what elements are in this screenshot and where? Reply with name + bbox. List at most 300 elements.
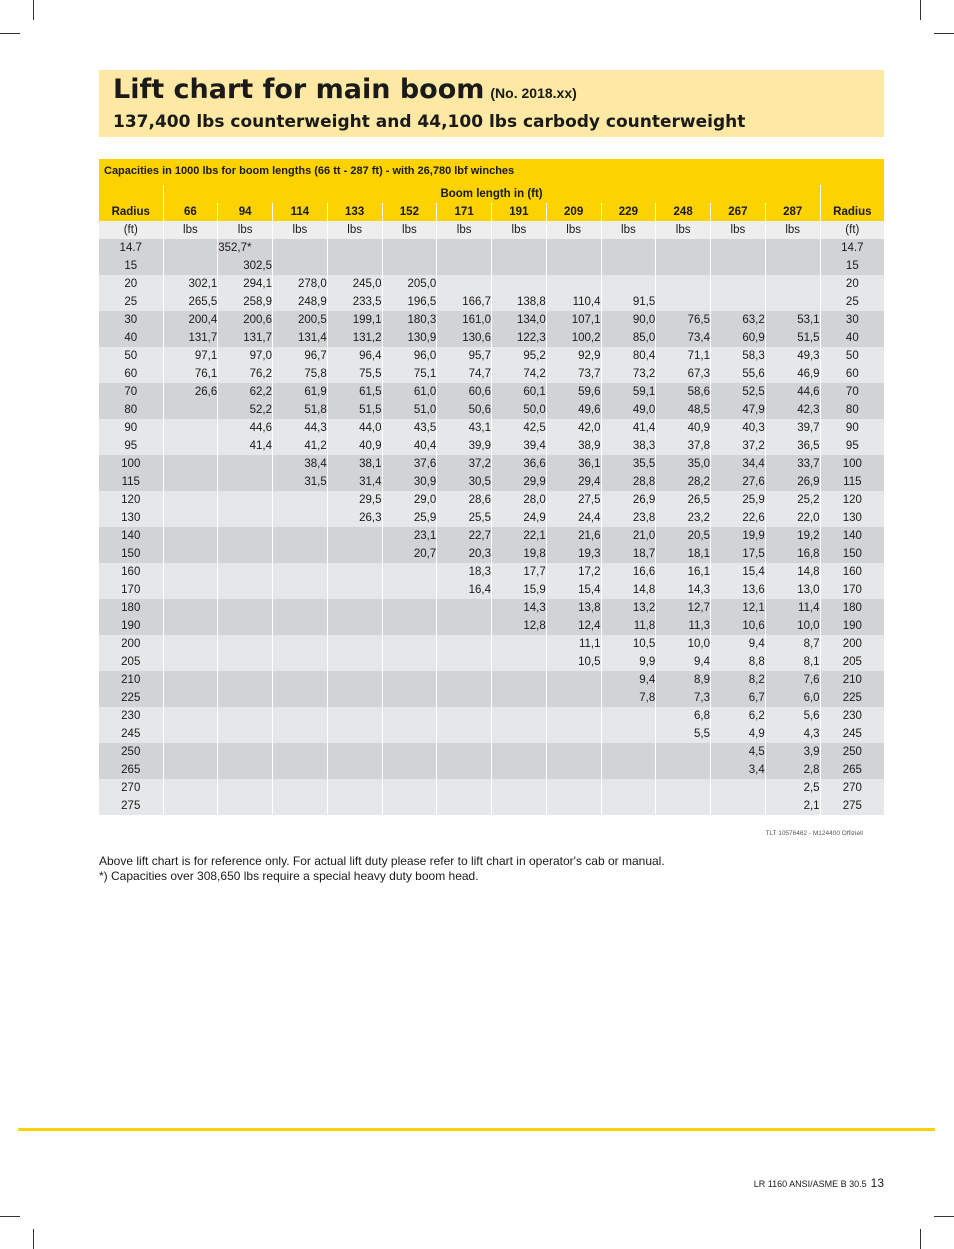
radius-cell: 90	[820, 419, 884, 437]
capacity-cell: 74,2	[492, 365, 547, 383]
capacity-cell: 60,1	[492, 383, 547, 401]
capacity-cell: 15,4	[546, 581, 601, 599]
capacity-cell	[218, 473, 273, 491]
value-unit: lbs	[382, 221, 437, 239]
capacity-cell: 37,2	[437, 455, 492, 473]
capacity-cell	[327, 797, 382, 815]
capacity-cell: 12,8	[492, 617, 547, 635]
capacity-cell	[273, 599, 328, 617]
capacity-cell	[546, 275, 601, 293]
capacity-cell: 31,5	[273, 473, 328, 491]
capacity-cell: 42,5	[492, 419, 547, 437]
capacity-cell: 134,0	[492, 311, 547, 329]
value-unit: lbs	[163, 221, 218, 239]
capacity-cell	[163, 707, 218, 725]
capacity-cell: 33,7	[765, 455, 820, 473]
radius-cell: 80	[99, 401, 163, 419]
capacity-cell	[163, 509, 218, 527]
capacity-cell: 75,5	[327, 365, 382, 383]
capacity-cell: 4,5	[711, 743, 766, 761]
capacity-cell: 8,9	[656, 671, 711, 689]
capacity-cell: 23,8	[601, 509, 656, 527]
table-row	[99, 239, 884, 257]
capacity-cell	[437, 725, 492, 743]
title-main-text: Lift chart for main boom	[113, 74, 485, 105]
capacity-cell: 62,2	[218, 383, 273, 401]
capacity-cell	[382, 239, 437, 257]
capacity-cell	[273, 509, 328, 527]
capacity-cell: 38,4	[273, 455, 328, 473]
capacity-cell	[765, 293, 820, 311]
capacity-cell	[163, 545, 218, 563]
capacity-cell: 352,7*	[218, 239, 273, 257]
capacity-cell	[163, 491, 218, 509]
capacity-cell: 38,9	[546, 437, 601, 455]
capacity-cell: 51,0	[382, 401, 437, 419]
capacity-cell: 17,5	[711, 545, 766, 563]
capacity-cell: 16,1	[656, 563, 711, 581]
capacity-cell	[382, 635, 437, 653]
capacity-cell: 53,1	[765, 311, 820, 329]
radius-cell: 60	[820, 365, 884, 383]
capacity-cell	[327, 563, 382, 581]
capacity-cell	[656, 239, 711, 257]
table-row	[99, 563, 884, 581]
capacity-cell: 40,3	[711, 419, 766, 437]
capacity-cell	[656, 275, 711, 293]
table-row	[99, 581, 884, 599]
table-row	[99, 725, 884, 743]
capacity-cell	[546, 707, 601, 725]
capacity-cell: 8,2	[711, 671, 766, 689]
capacity-header: Capacities in 1000 lbs for boom lengths (66 tt - 287 ft) - with 26,780 lbf winches	[99, 159, 884, 185]
radius-cell: 130	[820, 509, 884, 527]
capacity-cell	[656, 293, 711, 311]
capacity-cell	[218, 527, 273, 545]
value-unit: lbs	[546, 221, 601, 239]
capacity-cell: 6,2	[711, 707, 766, 725]
capacity-cell: 29,5	[327, 491, 382, 509]
table-row	[99, 707, 884, 725]
radius-cell: 270	[99, 779, 163, 797]
capacity-cell	[656, 743, 711, 761]
capacity-cell: 14,3	[492, 599, 547, 617]
capacity-cell: 2,8	[765, 761, 820, 779]
capacity-cell: 28,6	[437, 491, 492, 509]
capacity-cell: 73,7	[546, 365, 601, 383]
capacity-cell	[601, 761, 656, 779]
capacity-cell	[218, 779, 273, 797]
capacity-cell: 41,2	[273, 437, 328, 455]
capacity-cell	[218, 653, 273, 671]
table-row	[99, 617, 884, 635]
capacity-cell	[273, 761, 328, 779]
table-row	[99, 509, 884, 527]
capacity-cell: 248,9	[273, 293, 328, 311]
capacity-cell: 58,6	[656, 383, 711, 401]
radius-cell: 200	[99, 635, 163, 653]
capacity-cell	[163, 419, 218, 437]
capacity-cell: 31,4	[327, 473, 382, 491]
capacity-cell	[273, 725, 328, 743]
capacity-cell: 97,1	[163, 347, 218, 365]
capacity-cell	[163, 599, 218, 617]
capacity-cell: 49,6	[546, 401, 601, 419]
table-row	[99, 401, 884, 419]
capacity-cell: 30,9	[382, 473, 437, 491]
capacity-cell	[273, 653, 328, 671]
radius-cell: 20	[820, 275, 884, 293]
capacity-cell: 34,4	[711, 455, 766, 473]
radius-cell: 190	[820, 617, 884, 635]
capacity-cell: 180,3	[382, 311, 437, 329]
capacity-cell: 40,9	[327, 437, 382, 455]
crop-mark	[33, 1229, 34, 1249]
lift-chart-table	[99, 185, 884, 815]
capacity-cell	[382, 797, 437, 815]
capacity-cell: 95,2	[492, 347, 547, 365]
boom-length-header: 114	[273, 203, 328, 221]
capacity-cell: 2,5	[765, 779, 820, 797]
table-row	[99, 329, 884, 347]
capacity-cell	[546, 743, 601, 761]
title-box	[99, 70, 884, 137]
boom-length-header: 209	[546, 203, 601, 221]
capacity-cell: 17,2	[546, 563, 601, 581]
capacity-cell: 22,1	[492, 527, 547, 545]
capacity-cell: 100,2	[546, 329, 601, 347]
capacity-cell: 24,9	[492, 509, 547, 527]
capacity-cell: 95,7	[437, 347, 492, 365]
capacity-cell: 25,9	[711, 491, 766, 509]
capacity-cell: 14,8	[765, 563, 820, 581]
boom-length-header: 267	[711, 203, 766, 221]
capacity-cell: 51,5	[765, 329, 820, 347]
capacity-cell	[273, 491, 328, 509]
capacity-cell: 75,8	[273, 365, 328, 383]
table-row	[99, 275, 884, 293]
capacity-cell: 51,5	[327, 401, 382, 419]
radius-cell: 90	[99, 419, 163, 437]
capacity-cell: 10,5	[546, 653, 601, 671]
header-spacer	[99, 185, 163, 203]
capacity-cell	[218, 671, 273, 689]
radius-cell: 170	[820, 581, 884, 599]
capacity-cell: 3,4	[711, 761, 766, 779]
capacity-cell: 10,5	[601, 635, 656, 653]
capacity-cell: 18,7	[601, 545, 656, 563]
capacity-cell	[218, 635, 273, 653]
capacity-cell: 7,8	[601, 689, 656, 707]
value-unit: lbs	[327, 221, 382, 239]
radius-cell: 210	[99, 671, 163, 689]
radius-cell: 205	[99, 653, 163, 671]
capacity-cell: 110,4	[546, 293, 601, 311]
capacity-cell: 11,1	[546, 635, 601, 653]
capacity-cell	[218, 545, 273, 563]
capacity-cell	[492, 689, 547, 707]
value-unit: lbs	[601, 221, 656, 239]
capacity-cell: 161,0	[437, 311, 492, 329]
value-unit: lbs	[765, 221, 820, 239]
capacity-cell: 29,9	[492, 473, 547, 491]
capacity-cell: 50,6	[437, 401, 492, 419]
header-spacer	[820, 185, 884, 203]
capacity-cell	[437, 689, 492, 707]
capacity-cell	[382, 257, 437, 275]
crop-mark	[934, 1216, 954, 1217]
capacity-cell: 10,6	[711, 617, 766, 635]
capacity-cell: 35,5	[601, 455, 656, 473]
capacity-cell	[273, 527, 328, 545]
capacity-cell	[382, 707, 437, 725]
table-row	[99, 653, 884, 671]
capacity-cell: 44,6	[765, 383, 820, 401]
boom-length-header: 66	[163, 203, 218, 221]
capacity-cell: 23,2	[656, 509, 711, 527]
capacity-cell: 7,3	[656, 689, 711, 707]
capacity-cell	[218, 689, 273, 707]
capacity-cell: 44,0	[327, 419, 382, 437]
radius-cell: 15	[99, 257, 163, 275]
radius-cell: 225	[99, 689, 163, 707]
table-row	[99, 689, 884, 707]
capacity-cell: 233,5	[327, 293, 382, 311]
lift-chart-body	[99, 221, 884, 815]
value-unit: lbs	[218, 221, 273, 239]
radius-cell: 70	[820, 383, 884, 401]
capacity-cell	[546, 671, 601, 689]
capacity-cell	[327, 599, 382, 617]
capacity-cell	[327, 635, 382, 653]
capacity-cell	[601, 275, 656, 293]
capacity-cell	[492, 671, 547, 689]
capacity-cell	[163, 401, 218, 419]
capacity-cell: 18,3	[437, 563, 492, 581]
capacity-cell: 27,6	[711, 473, 766, 491]
capacity-cell	[765, 257, 820, 275]
radius-cell: 20	[99, 275, 163, 293]
capacity-cell: 38,1	[327, 455, 382, 473]
capacity-cell: 36,1	[546, 455, 601, 473]
capacity-cell	[163, 257, 218, 275]
radius-cell: 100	[820, 455, 884, 473]
capacity-cell: 28,2	[656, 473, 711, 491]
capacity-cell: 13,0	[765, 581, 820, 599]
capacity-cell: 61,0	[382, 383, 437, 401]
capacity-cell: 46,9	[765, 365, 820, 383]
capacity-cell	[273, 545, 328, 563]
capacity-cell: 76,2	[218, 365, 273, 383]
units-row	[99, 221, 884, 239]
table-row	[99, 365, 884, 383]
capacity-cell: 96,4	[327, 347, 382, 365]
capacity-cell	[218, 563, 273, 581]
radius-cell: 25	[820, 293, 884, 311]
capacity-cell: 26,6	[163, 383, 218, 401]
boom-length-header: 152	[382, 203, 437, 221]
radius-cell: 200	[820, 635, 884, 653]
capacity-cell: 2,1	[765, 797, 820, 815]
capacity-cell: 91,5	[601, 293, 656, 311]
capacity-cell	[492, 707, 547, 725]
radius-cell: 140	[99, 527, 163, 545]
radius-cell: 190	[99, 617, 163, 635]
capacity-cell	[327, 239, 382, 257]
capacity-cell	[163, 725, 218, 743]
capacity-cell	[218, 455, 273, 473]
radius-cell: 250	[820, 743, 884, 761]
capacity-cell	[218, 491, 273, 509]
capacity-cell	[601, 779, 656, 797]
capacity-cell	[711, 275, 766, 293]
page-title	[113, 74, 577, 105]
capacity-cell	[327, 707, 382, 725]
capacity-cell	[492, 725, 547, 743]
capacity-cell: 17,7	[492, 563, 547, 581]
page-number: 13	[870, 1176, 884, 1190]
capacity-cell: 131,2	[327, 329, 382, 347]
capacity-cell: 3,9	[765, 743, 820, 761]
boom-length-header: 229	[601, 203, 656, 221]
reference-note: Above lift chart is for reference only. For actual lift duty please refer to lift chart in operator's cab or manual.	[99, 854, 665, 868]
radius-cell: 70	[99, 383, 163, 401]
capacity-cell: 26,9	[765, 473, 820, 491]
capacity-cell: 16,4	[437, 581, 492, 599]
capacity-cell	[273, 779, 328, 797]
radius-cell: 95	[820, 437, 884, 455]
capacity-cell: 26,3	[327, 509, 382, 527]
capacity-cell: 43,5	[382, 419, 437, 437]
capacity-cell	[546, 797, 601, 815]
capacity-cell	[492, 779, 547, 797]
crop-mark	[0, 1216, 20, 1217]
capacity-cell	[601, 743, 656, 761]
radius-cell: 14.7	[99, 239, 163, 257]
capacity-cell	[163, 527, 218, 545]
capacity-cell: 96,0	[382, 347, 437, 365]
capacity-cell: 15,4	[711, 563, 766, 581]
capacity-cell	[711, 257, 766, 275]
table-row	[99, 311, 884, 329]
capacity-cell: 302,5	[218, 257, 273, 275]
capacity-cell	[437, 761, 492, 779]
page-subtitle: 137,400 lbs counterweight and 44,100 lbs carbody counterweight	[113, 112, 746, 132]
value-unit: lbs	[656, 221, 711, 239]
capacity-cell	[163, 779, 218, 797]
radius-header: Radius	[99, 203, 163, 221]
boom-length-header-row	[99, 185, 884, 203]
capacity-cell: 196,5	[382, 293, 437, 311]
capacity-cell: 8,7	[765, 635, 820, 653]
capacity-cell: 27,5	[546, 491, 601, 509]
capacity-cell: 29,4	[546, 473, 601, 491]
capacity-cell: 59,1	[601, 383, 656, 401]
capacity-cell: 20,5	[656, 527, 711, 545]
capacity-cell: 13,6	[711, 581, 766, 599]
table-row	[99, 419, 884, 437]
capacity-cell	[327, 725, 382, 743]
radius-cell: 14.7	[820, 239, 884, 257]
capacity-cell: 29,0	[382, 491, 437, 509]
capacity-cell	[218, 725, 273, 743]
capacity-cell: 43,1	[437, 419, 492, 437]
capacity-cell: 7,6	[765, 671, 820, 689]
capacity-cell	[327, 581, 382, 599]
capacity-cell: 52,5	[711, 383, 766, 401]
capacity-cell: 39,9	[437, 437, 492, 455]
capacity-cell: 200,4	[163, 311, 218, 329]
capacity-cell	[382, 599, 437, 617]
capacity-cell: 49,3	[765, 347, 820, 365]
capacity-cell: 25,9	[382, 509, 437, 527]
capacity-cell	[492, 257, 547, 275]
capacity-cell: 130,6	[437, 329, 492, 347]
capacity-cell: 12,7	[656, 599, 711, 617]
capacity-cell: 107,1	[546, 311, 601, 329]
capacity-cell: 12,4	[546, 617, 601, 635]
radius-cell: 275	[820, 797, 884, 815]
capacity-cell: 74,7	[437, 365, 492, 383]
radius-cell: 275	[99, 797, 163, 815]
capacity-cell: 9,4	[601, 671, 656, 689]
radius-cell: 225	[820, 689, 884, 707]
table-row	[99, 527, 884, 545]
radius-cell: 95	[99, 437, 163, 455]
capacity-cell	[437, 275, 492, 293]
capacity-cell	[327, 527, 382, 545]
capacity-cell: 35,0	[656, 455, 711, 473]
capacity-cell: 21,6	[546, 527, 601, 545]
capacity-cell	[601, 797, 656, 815]
capacity-cell	[273, 257, 328, 275]
capacity-cell: 85,0	[601, 329, 656, 347]
capacity-cell	[218, 797, 273, 815]
crop-mark	[33, 0, 34, 20]
table-row	[99, 491, 884, 509]
capacity-cell: 19,3	[546, 545, 601, 563]
capacity-cell: 60,6	[437, 383, 492, 401]
capacity-cell	[218, 707, 273, 725]
crop-mark	[920, 1229, 921, 1249]
radius-cell: 15	[820, 257, 884, 275]
table-row	[99, 797, 884, 815]
capacity-cell	[656, 779, 711, 797]
capacity-cell	[382, 689, 437, 707]
capacity-cell	[163, 581, 218, 599]
capacity-cell	[273, 707, 328, 725]
capacity-cell: 42,0	[546, 419, 601, 437]
capacity-cell: 16,6	[601, 563, 656, 581]
capacity-cell: 19,2	[765, 527, 820, 545]
capacity-cell: 11,4	[765, 599, 820, 617]
radius-cell: 120	[99, 491, 163, 509]
capacity-cell: 5,5	[656, 725, 711, 743]
capacity-cell	[327, 545, 382, 563]
capacity-cell: 61,9	[273, 383, 328, 401]
capacity-cell: 11,8	[601, 617, 656, 635]
radius-cell: 230	[820, 707, 884, 725]
capacity-cell: 8,8	[711, 653, 766, 671]
capacity-cell	[163, 437, 218, 455]
table-row	[99, 455, 884, 473]
capacity-cell	[711, 239, 766, 257]
capacity-cell	[711, 797, 766, 815]
capacity-cell: 12,1	[711, 599, 766, 617]
capacity-cell: 42,3	[765, 401, 820, 419]
table-row	[99, 437, 884, 455]
capacity-cell: 44,6	[218, 419, 273, 437]
